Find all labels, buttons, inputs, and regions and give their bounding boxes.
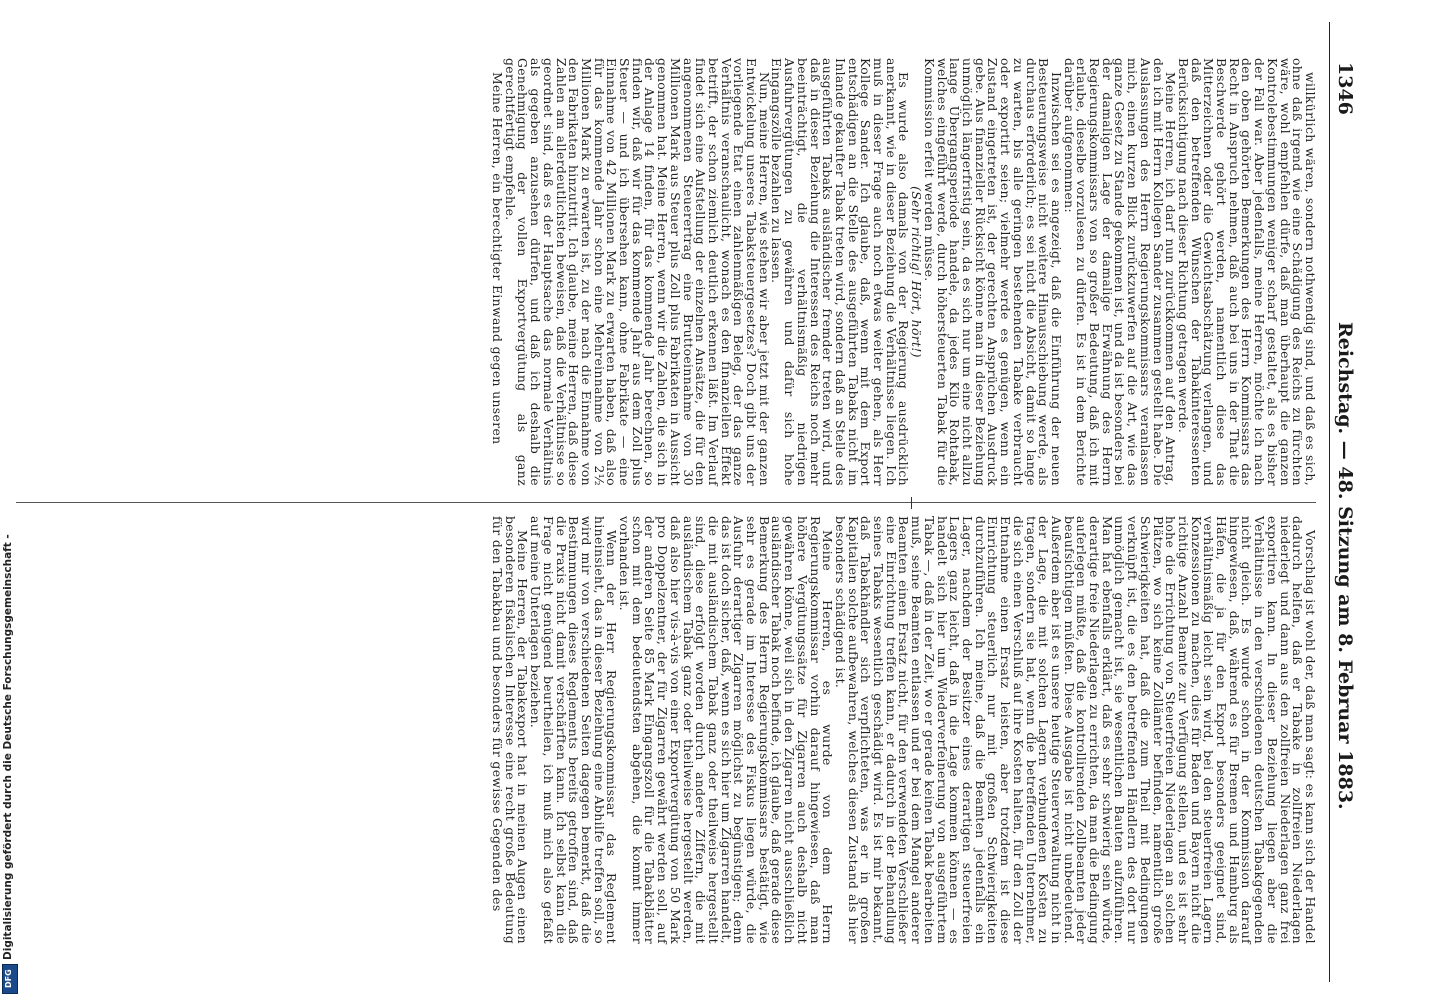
page-number: 1346 [1334, 62, 1356, 115]
paragraph: Nun, meine Herren, wie stehen wir aber jetzt mit der ganzen Entwickelung unseres Tabaksteuergesetzes? Doch gibt uns der vorliegende Etat einen zahlenmäßigen Beleg, der das ganze Verhältnis veranschaulicht, wonach es den finanziellen Effekt betrifft, der schon ziemlich deutlich erkennen läßt. Im Verlauf findet sich eine Aufstellung der einzelnen Ansätze, die für den angenommenen Steuerertrag eine Bruttoeinnahme von 30 Millionen Mark aus Steuer plus Zoll plus Fabrikaten in Aussicht genommen hat. Meine Herren, wenn wir die Zahlen, die sich in der Anlage 14 finden, für das kommende Jahr berechnen, so finden wir, daß wir für das kommende Jahr aus dem Zoll plus Steuer — und ich übersehen kann, ohne Fabrikate — eine Einnahme von 42 Millionen Mark zu erwarten haben, daß also für das kommende Jahr schon eine Mehreinnahme von 2½ Millionen Mark zu erwarten ist, zu der nach die Einnahme von den Fabrikaten hinzutritt. Ich glaube, meine Herren, daß diese Zahlen am allerdeutlichsten beweisen, daß die Verhältnisse so geordnet sind, daß es der Hauptsache das normale Verhältnis als gegeben anzusehen dürfen, und daß ich deshalb die Genehmigung der vollen Exportvergütung als ganz gerechtfertigt empfehle. [502, 58, 772, 486]
paragraph: Wenn der Herr Regierungskommissar das Reglement hineinsieht, das in dieser Beziehung eine Abhilfe treffen soll, so wird mir von verschiedenen Seiten dagegen bemerkt, daß die Bestimmungen dieses Reglements bereits getroffen sind, daß die Praxis nicht damit verschärften kann. Ich selbst kann die Frage nicht genügend beurtheilen, ich muß mich also gefaßt auf meine Unterlagen beziehen. [528, 516, 620, 944]
paragraph: willkürlich wären, sondern nothwendig sind, und daß es sich, ohne daß irgend wie eine Schädigung des Reichs zu fürchten wäre, wohl empfehlen dürfe, daß man überhaupt die ganzen Kontrolebestimmungen weniger scharf gestaltet, als es bisher der Fall war. Aber jedenfalls, meine Herren, möchte ich nach den oben gehörten Bemerkungen des Herrn Kommissars das Recht in Anspruch nehmen, daß auch bei uns in der That die Beschwerde gehört werden, namentlich diese das Mitterzeichnen oder die Gewichtsabschätzung verlangen, und daß den betreffenden Wünschen der Tabakinteressenten Berücksichtigung nach dieser Richtung getragen werde. [1175, 58, 1318, 486]
page-header [1329, 22, 1356, 982]
paragraph: Meine Herren, ich darf nun zurückkommen auf den Antrag, den ich mit Herrn Kollegen Sander zusammen gestellt habe. Die Auslassungen des Herrn Regierungskommissars veranlassen mich, einen kurzen Blick zurückzuwerfen auf die Art, wie das ganze Gesetz zu Stande gekommen ist, und da ist besonders bei der damaligen Lage der damalige Erwähnung des Herrn Regierungskommissars von so großer Bedeutung, daß ich mit erlaube, dieselbe vorzulesen zu dürfen. Es ist in dem Berichte darüber aufgenommen: [1061, 58, 1179, 486]
dfg-logo-text: DFG [4, 969, 13, 989]
digitization-credit-text: Digitalisierung gefördert durch die Deutsche Forschungsgemeinschaft - [2, 534, 14, 960]
paragraph: Meine Herren, der Tabakexport hat in meinen Augen einen besonderen fiskalischen Interesse eine recht große Bedeutung für den Tabakbau und besonders für gewisse Gegenden des [490, 516, 531, 944]
interjection: (Sehr richtig! Hört, hört!) [909, 186, 925, 358]
column-divider-tick [911, 497, 912, 509]
text-column-left [16, 58, 1316, 486]
dfg-logo [2, 964, 18, 994]
paragraph: Meine Herren, ein berechtigter Einwand gegen unseren [490, 72, 505, 445]
paragraph: Es wurde also damals von der Regierung ausdrücklich anerkannt, wie in dieser Beziehung die Verhältnisse liegen. Ich muß in dieser Frage auch noch etwas weiter gehen, als Herr Kollege Sander. Ich glaube, daß, wenn mit dem Export entschädigen an die Stelle des ausgeführten Tabaks nicht im Inlande gekaufter Tabak treten wird, sondern daß an Stelle des ausgeführten Tabaks ausländischer fremder treten wird, und daß in dieser Beziehung die Interessen des Reichs noch mehr beeinträchtigt, die verhältnismäßig niedrigen Ausfuhrvergütungen zu gewähren und dafür sich hohe Eingangszölle bezahlen zu lassen. [769, 58, 912, 486]
paragraph: Meine Herren, es wurde von dem Herrn Regierungskommissar vorhin darauf hingewiesen, daß man höhere Vergütungssätze für Zigarren auch deshalb nicht gewähren könne, weil sich in den Zigarren nicht ausschließlich ausländischer Tabak noch befinde, ich glaube, daß gerade diese Bemerkung des Herrn Regierungskommissars bestätigt, wie sehr es gerade im Interesse des Fiskus liegen würde, die Ausfuhr derartiger Zigarren möglichst zu begünstigen; denn das ist doch sicher, daß, wenn es sich hier um Zigarren handelt, die mit ausländischem Tabak ganz oder theilweise hergestellt sind, diese erfolgt worden durch andere Ziffern, die mit ausländischem Tabak ganz oder theilweise hergestellt werden, daß also hier vis-à-vis von einer Exportvergütung von 50 Mark pro Doppelzentner, der für Zigarren gewährt werden soll, auf der anderen Seite 85 Mark Eingangszoll für die Tabakblätter schon mit dem bedeutendsten abgehen, die kommt immer vorhanden ist. [617, 516, 836, 944]
column-divider [16, 502, 1316, 503]
paragraph: Vorschlag ist wohl der, daß man sagt: es kann sich der Handel dadurch helfen, daß er Tabake in zollfreien Niederlagen niederlegt und dann aus den zollfreien Niederlagen ganz frei exportiren kann. In dieser Beziehung liegen aber die Verhältnisse in den verschiedenen deutschen Tabakgegenden nicht gleich. Es wurde schon in der Kommission darauf hingewiesen, daß, während es für Bremen und Hamburg als Häfen, die ja für den Export besonders geeignet sind, verhältnismäßig leicht sein wird, bei den steuerfreien Lagern Konzessionen zu machen, dies für Baden und Bayern nicht die richtige Anzahl Beamte zur Verfügung stellen, und es ist sehr hohe die Errichtung von Steuerfreien Niederlagen an solchen Plätzen, wo sich keine Zollämter befinden, namentlich große Schwierigkeiten hat, daß die zum Theil mit Bedingungen verknüpft ist, die es den betreffenden Händlern des dort nur unmöglich gemacht ist, sie wesentlichen Bauten aufzuführen. Man hat ebenfalls erklärt, daß es sehr schwierig sein würde, derartige freie Niederlagen zu errichten, da man die Bedingung auferlegen müßte, daß die kontrollirenden Zollbeamten jeder beaufsichtigen müßten. Diese Ausgabe ist nicht unbedeutend. Außerdem aber ist es unsere heutige Steuerverwaltung nicht in der Lage, die mit solchen Lagern verbundenen Kosten zu tragen, sondern sie hat, wenn die betreffenden Unternehmer, die sich einen Verschluß auf ihre Kosten halten, für den Zoll der Entnahme einen Ersatz leisten, aber trotzdem ist diese Einrichtung steuerlich nur mit großen Schwierigkeiten durchzuführen. Ich meine, daß die Beamten jedenfalls ein Lager, nachdem der Besitzer eines derartigen steuerfreien Lagers ganz leicht, daß in die Lage kommen können — es handelt sich hier um Wiederverfeinerung von ausgeführtem Tabak —, daß in der Zeit, wo er gerade keinen Tabak bearbeiten muß, seine Beamten entlassen und er bei dem Mangel anderer Beamten einen Ersatz nicht, für den verwendeten Verschließer eine Einrichtung treffen kann, er dadurch in der Behandlung seines Tabaks wesentlich geschädigt wird. Es ist mir bekannt, daß Tabakhändler sich verpflichteten, was er in großen Kapitalien solche aufbewahren, welches diesen Zustand als hier besonders schädigend ist. [832, 516, 1318, 944]
quoted-paragraph: Inzwischen sei es angezeigt, daß die Einführung der neuen Besteuerungsweise nicht weitere Hinausschiebung werde, als durchaus erforderlich; es sei nicht die Absicht, damit so lange zu warten, bis alle geringen bestehenden Tabake verbraucht oder exportirt seien; vielmehr werde es genügen, wenn ein Zustand eingetreten ist, der gerechten Ansprüchen Ausdruck gebe. Aus finanzieller Rücksicht könne man in dieser Beziehung unmöglich längerfristig sein, da es sich nur um eine nicht allzu lange Übergangsperiode handele, da jedes Kilo Rohtabak, welches eingeführt werde, durch höhersteuerten Tabak für die Kommission erfeit werden müsse. [921, 58, 1064, 486]
text-column-right [16, 516, 1316, 944]
running-title: Reichstag. — 48. Sitzung am 8. Februar 1883. [1334, 322, 1356, 810]
